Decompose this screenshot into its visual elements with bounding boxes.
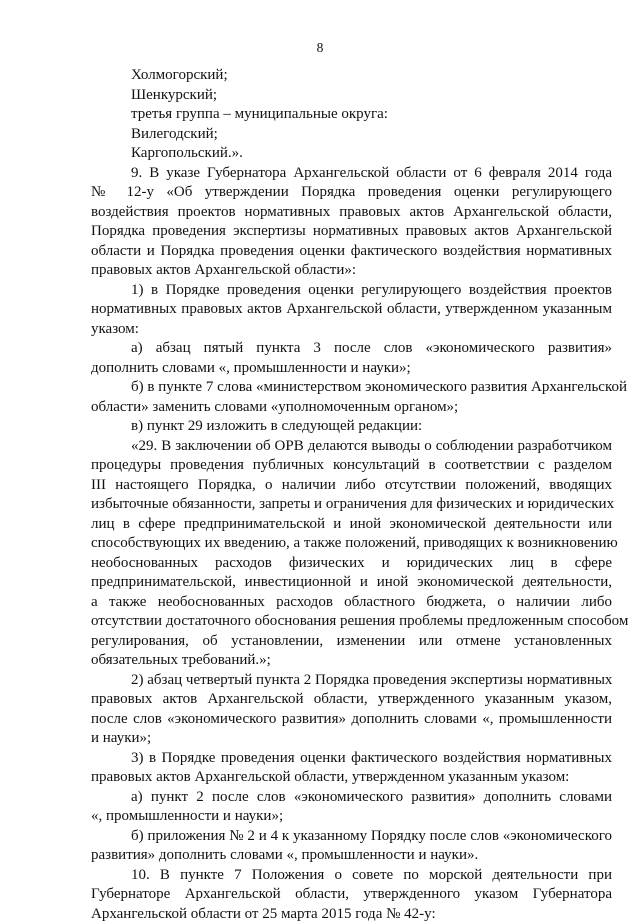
text-line: 3) в Порядке проведения оценки фактического воздействия нормативных xyxy=(91,749,612,769)
text-line: 9. В указе Губернатора Архангельской области от 6 февраля 2014 года xyxy=(91,164,612,184)
text-line: после слов «экономического развития» дополнить словами «, промышленности xyxy=(91,710,612,730)
text-line: правовых актов Архангельской области»: xyxy=(91,261,612,281)
text-line: указом: xyxy=(91,320,612,340)
text-line: предпринимательской, инвестиционной и иной экономической деятельности, xyxy=(91,573,612,593)
text-line: третья группа – муниципальные округа: xyxy=(91,105,612,125)
text-line: Архангельской области от 25 марта 2015 года № 42-у: xyxy=(91,905,612,924)
text-line: а также необоснованных расходов областного бюджета, о наличии либо xyxy=(91,593,612,613)
text-line: «, промышленности и науки»; xyxy=(91,807,612,827)
text-line: а) пункт 2 после слов «экономического развития» дополнить словами xyxy=(91,788,612,808)
text-line: «29. В заключении об ОРВ делаются выводы о соблюдении разработчиком xyxy=(91,437,612,457)
text-line: в) пункт 29 изложить в следующей редакции: xyxy=(91,417,612,437)
page-number: 8 xyxy=(0,40,640,56)
text-line: Каргопольский.». xyxy=(91,144,612,164)
text-line: отсутствии достаточного обоснования решения проблемы предложенным способом xyxy=(91,612,612,632)
text-line: области и Порядка проведения оценки фактического воздействия нормативных xyxy=(91,242,612,262)
text-line: лиц в сфере предпринимательской и иной экономической деятельности или xyxy=(91,515,612,535)
text-line: обязательных требований.»; xyxy=(91,651,612,671)
text-line: дополнить словами «, промышленности и науки»; xyxy=(91,359,612,379)
text-line: 10. В пункте 7 Положения о совете по морской деятельности при xyxy=(91,866,612,886)
text-line: и науки»; xyxy=(91,729,612,749)
text-line: регулирования, об установлении, изменении или отмене установленных xyxy=(91,632,612,652)
text-line: области» заменить словами «уполномоченным органом»; xyxy=(91,398,612,418)
text-line: б) приложения № 2 и 4 к указанному Порядку после слов «экономического xyxy=(91,827,612,847)
document-body xyxy=(91,66,612,924)
text-line: № 12-у «Об утверждении Порядка проведения оценки регулирующего xyxy=(91,183,612,203)
text-line: нормативных правовых актов Архангельской области, утвержденном указанным xyxy=(91,300,612,320)
text-line: необоснованных расходов физических и юридических лиц в сфере xyxy=(91,554,612,574)
text-line: Вилегодский; xyxy=(91,125,612,145)
text-line: 2) абзац четвертый пункта 2 Порядка проведения экспертизы нормативных xyxy=(91,671,612,691)
text-line: правовых актов Архангельской области, утвержденном указанным указом: xyxy=(91,768,612,788)
text-line: избыточные обязанности, запреты и ограничения для физических и юридических xyxy=(91,495,612,515)
text-line: воздействия проектов нормативных правовых актов Архангельской области, xyxy=(91,203,612,223)
text-line: б) в пункте 7 слова «министерством экономического развития Архангельской xyxy=(91,378,612,398)
text-line: Шенкурский; xyxy=(91,86,612,106)
text-line: Порядка проведения экспертизы нормативных правовых актов Архангельской xyxy=(91,222,612,242)
text-line: способствующих их введению, а также положений, приводящих к возникновению xyxy=(91,534,612,554)
text-line: развития» дополнить словами «, промышленности и науки». xyxy=(91,846,612,866)
text-line: Губернаторе Архангельской области, утвержденного указом Губернатора xyxy=(91,885,612,905)
text-lines xyxy=(91,66,612,924)
text-line: Холмогорский; xyxy=(91,66,612,86)
text-line: а) абзац пятый пункта 3 после слов «экономического развития» xyxy=(91,339,612,359)
text-line: 1) в Порядке проведения оценки регулирующего воздействия проектов xyxy=(91,281,612,301)
text-line: III настоящего Порядка, о наличии либо отсутствии положений, вводящих xyxy=(91,476,612,496)
text-line: правовых актов Архангельской области, утвержденного указанным указом, xyxy=(91,690,612,710)
text-line: процедуры проведения публичных консультаций в соответствии с разделом xyxy=(91,456,612,476)
